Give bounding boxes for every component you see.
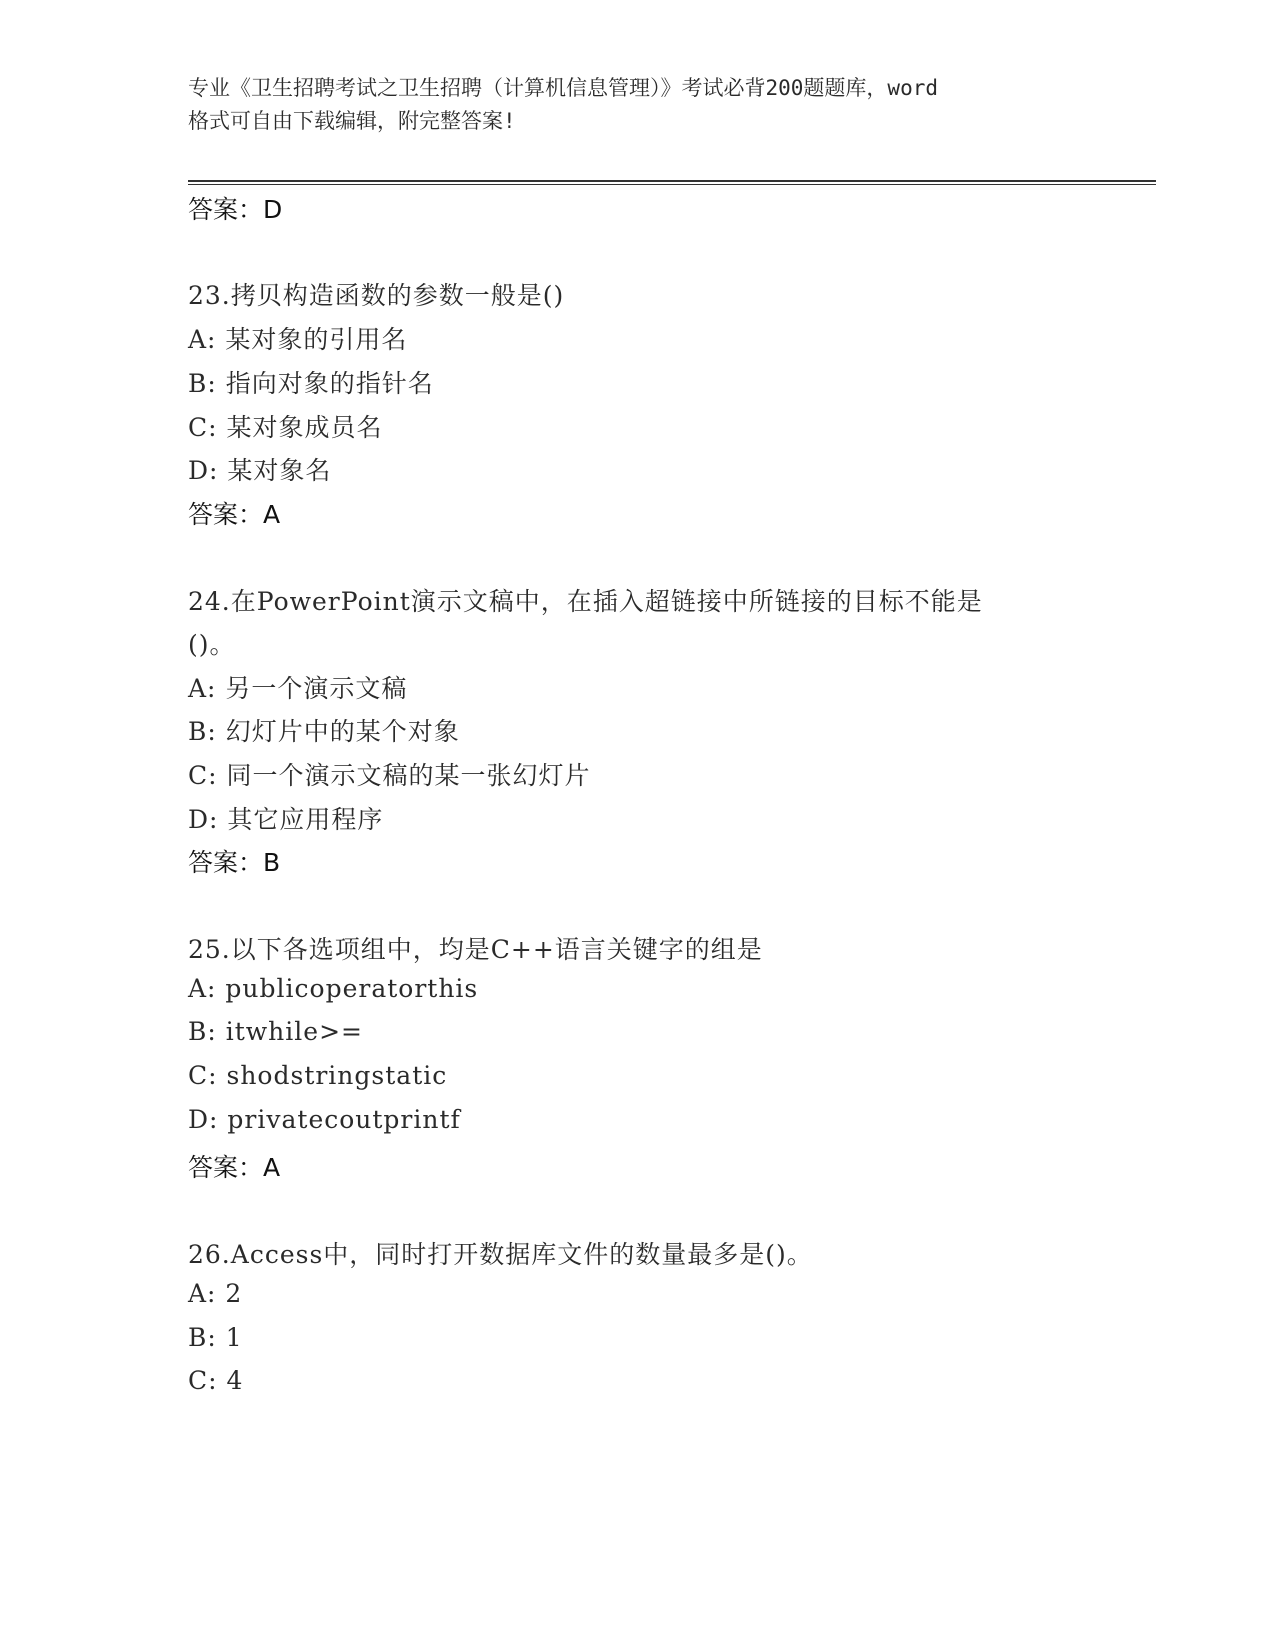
document-header — [188, 72, 1088, 138]
question-23-option-a: A: 某对象的引用名 — [188, 325, 408, 354]
question-24-stem-line-1: 24.在PowerPoint演示文稿中，在插入超链接中所链接的目标不能是 — [188, 587, 983, 616]
question-24-option-b: B: 幻灯片中的某个对象 — [188, 717, 460, 746]
question-23-stem: 23.拷贝构造函数的参数一般是() — [188, 281, 565, 310]
header-title-line-2: 格式可自由下载编辑，附完整答案! — [188, 109, 516, 133]
question-24-answer: 答案：B — [188, 848, 281, 877]
question-24-stem-line-2: ()。 — [188, 630, 236, 659]
question-25-stem: 25.以下各选项组中，均是C++语言关键字的组是 — [188, 935, 763, 964]
question-23-answer: 答案：A — [188, 500, 281, 529]
question-24-option-c: C: 同一个演示文稿的某一张幻灯片 — [188, 761, 591, 790]
previous-answer: 答案：D — [188, 195, 283, 224]
question-23-option-b: B: 指向对象的指针名 — [188, 369, 434, 398]
question-25-option-a: A: publicoperatorthis — [188, 974, 479, 1003]
question-24-option-a: A: 另一个演示文稿 — [188, 674, 408, 703]
question-23-option-d: D: 某对象名 — [188, 456, 332, 485]
question-23-option-c: C: 某对象成员名 — [188, 413, 383, 442]
question-26-option-c: C: 4 — [188, 1366, 244, 1395]
question-26-option-a: A: 2 — [188, 1279, 243, 1308]
header-title-line-1: 专业《卫生招聘考试之卫生招聘（计算机信息管理）》考试必背200题题库，word — [188, 76, 938, 100]
question-25-option-d: D: privatecoutprintf — [188, 1105, 461, 1134]
question-26-option-b: B: 1 — [188, 1323, 243, 1352]
header-divider — [188, 180, 1156, 185]
question-25-option-c: C: shodstringstatic — [188, 1061, 448, 1090]
question-25-answer: 答案：A — [188, 1153, 281, 1182]
question-25-option-b: B: itwhile>= — [188, 1017, 363, 1046]
question-26-stem: 26.Access中，同时打开数据库文件的数量最多是()。 — [188, 1240, 813, 1269]
question-24-option-d: D: 其它应用程序 — [188, 805, 384, 834]
